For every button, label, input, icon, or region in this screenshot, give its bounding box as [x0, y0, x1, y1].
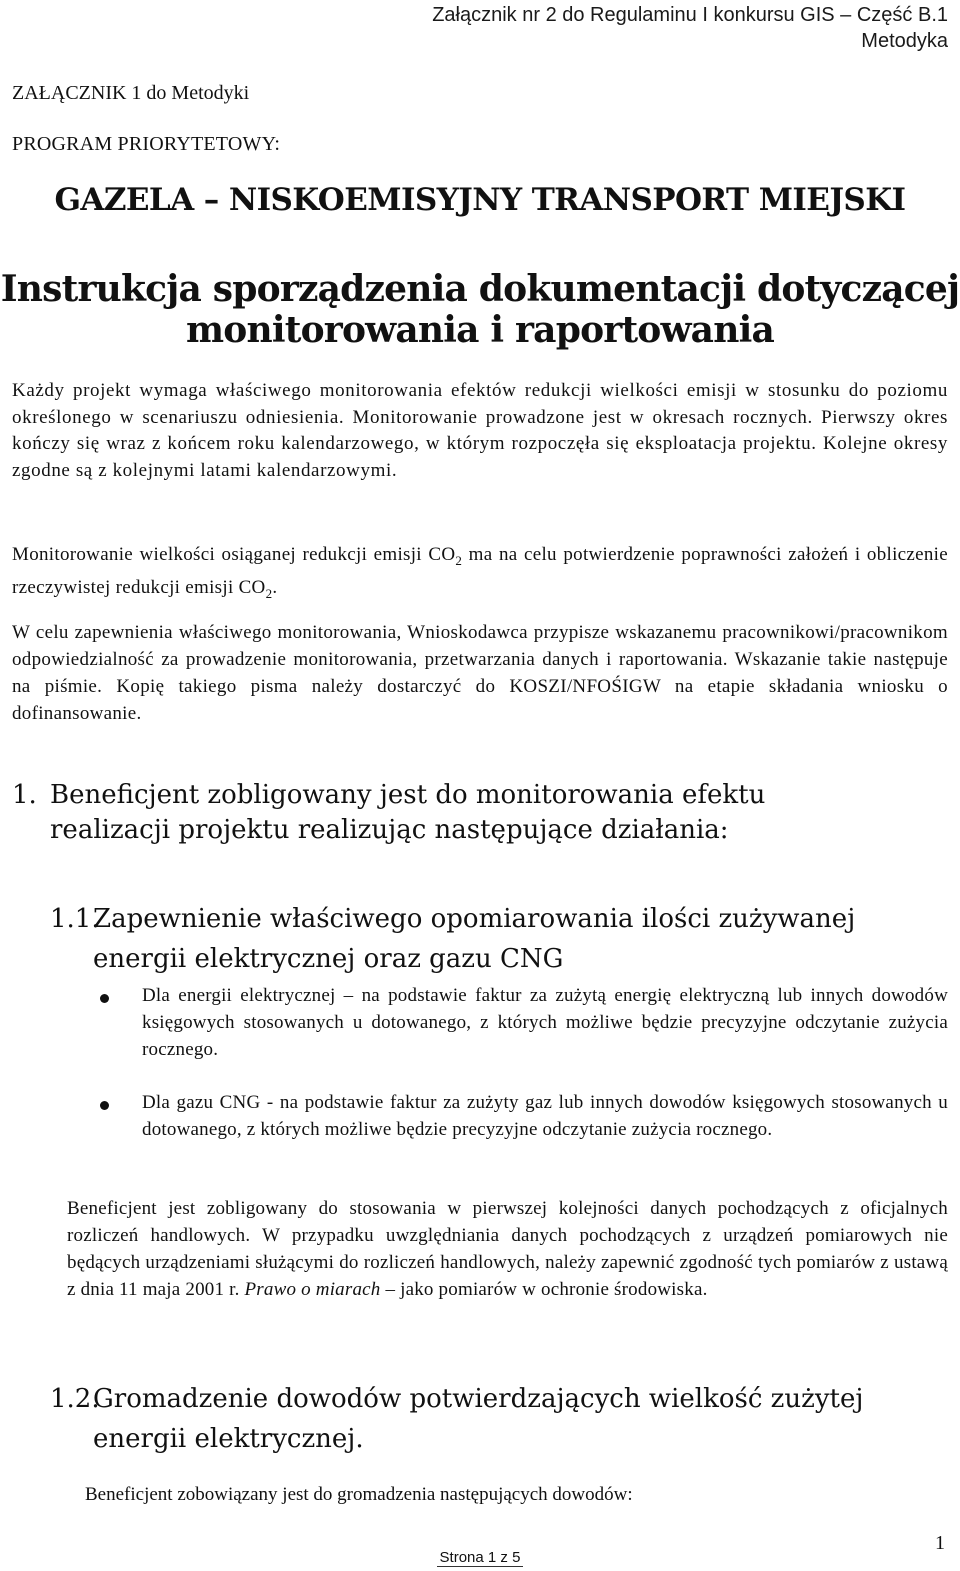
document-title — [0, 269, 960, 351]
section-1-2-number: 1.2. — [50, 1384, 100, 1414]
intro-p2-text-a: Monitorowanie wielkości osiąganej redukcji emisji CO — [12, 544, 456, 565]
section-1-1-title: Zapewnienie właściwego opomiarowania ilości zużywanej energii elektrycznej oraz gazu CNG — [93, 904, 856, 974]
footer-rule — [437, 1566, 523, 1567]
bullet-icon — [100, 1101, 109, 1110]
intro-p2-text-b: ma na celu potwierdzenie poprawności założeń i obliczenie rzeczywistej redukcji emisji CO — [12, 544, 948, 598]
intro-paragraph-1: Każdy projekt wymaga właściwego monitorowania efektów redukcji wielkości emisji w stosunku do poziomu określonego w scenariuszu odniesienia. Monitorowanie prowadzone jest w okresach rocznych. Pierwszy okres kończy się wraz z końcem roku kalendarzowego, w którym rozpoczęła się eksploatacja projektu. Kolejne okresy zgodne są z kolejnymi latami kalendarzowymi. — [12, 380, 948, 481]
program-label: PROGRAM PRIORYTETOWY: — [12, 133, 281, 155]
document-title-line-1: Instrukcja sporządzenia dokumentacji dotyczącej — [0, 268, 960, 310]
section-1-title: Beneficjent zobligowany jest do monitorowania efektu realizacji projektu realizując następujące działania: — [50, 780, 766, 845]
document-title-line-2: monitorowania i raportowania — [186, 309, 774, 351]
footer-page-label: Strona 1 z 5 — [439, 1549, 521, 1566]
section-1-number: 1. — [12, 780, 37, 810]
intro-paragraph-2 — [12, 541, 948, 607]
bullet-icon — [100, 994, 109, 1003]
intro-p2-sub-1: 2 — [455, 552, 463, 568]
section-1-1-body-italic: Prawo o miarach — [244, 1279, 381, 1300]
intro-p2-text-c: . — [272, 576, 278, 598]
section-1-heading — [12, 778, 872, 848]
section-1-1-body-b: – jako pomiarów w ochronie środowiska. — [380, 1279, 708, 1300]
intro-paragraph-3: W celu zapewnienia właściwego monitorowania, Wnioskodawca przypisze wskazanemu pracownikowi/pracownikom odpowiedzialność za prowadzenie monitorowania, przetwarzania danych i raportowania. Wskazanie takie następuje na piśmie. Kopię takiego pisma należy dostarczyć do KOSZI/NFOŚIGW na etapie składania wniosku o dofinansowanie. — [12, 622, 948, 724]
header-line-2: Metodyka — [861, 30, 948, 52]
section-1-2-heading — [50, 1379, 950, 1459]
section-1-2-title: Gromadzenie dowodów potwierdzających wielkość zużytej energii elektrycznej. — [93, 1384, 864, 1454]
evidence-intro-paragraph: Beneficjent zobowiązany jest do gromadzenia następujących dowodów: — [85, 1484, 633, 1505]
intro-p2-sub-2: 2 — [265, 585, 273, 601]
section-1-1-number: 1.1. — [50, 904, 100, 934]
section-1-1-body — [67, 1195, 948, 1303]
section-1-1-body-a: Beneficjent jest zobligowany do stosowania w pierwszej kolejności danych pochodzących z oficjalnych rozliczeń handlowych. W przypadku uwzględniania danych pochodzących z urządzeń pomiarowych nie będących urządzeniami służącymi do rozliczeń handlowych, należy zapewnić zgodność tych pomiarów z ustawą z dnia 11 maja 2001 r. — [67, 1198, 948, 1300]
attachment-label: ZAŁĄCZNIK 1 do Metodyki — [12, 82, 250, 104]
page-number: 1 — [935, 1532, 945, 1554]
header-line-1: Załącznik nr 2 do Regulaminu I konkursu GIS – Część B.1 — [432, 4, 948, 26]
program-title: GAZELA – NISKOEMISYJNY TRANSPORT MIEJSKI — [54, 182, 906, 218]
bullet-item-2: Dla gazu CNG - na podstawie faktur za zużyty gaz lub innych dowodów księgowych stosowanych u dotowanego, z których możliwe będzie precyzyjne odczytanie zużycia rocznego. — [142, 1092, 948, 1140]
bullet-item-1: Dla energii elektrycznej – na podstawie faktur za zużytą energię elektryczną lub innych dowodów księgowych stosowanych u dotowanego, z których możliwe będzie precyzyjne odczytanie zużycia rocznego. — [142, 985, 948, 1060]
section-1-1-heading — [50, 899, 950, 979]
